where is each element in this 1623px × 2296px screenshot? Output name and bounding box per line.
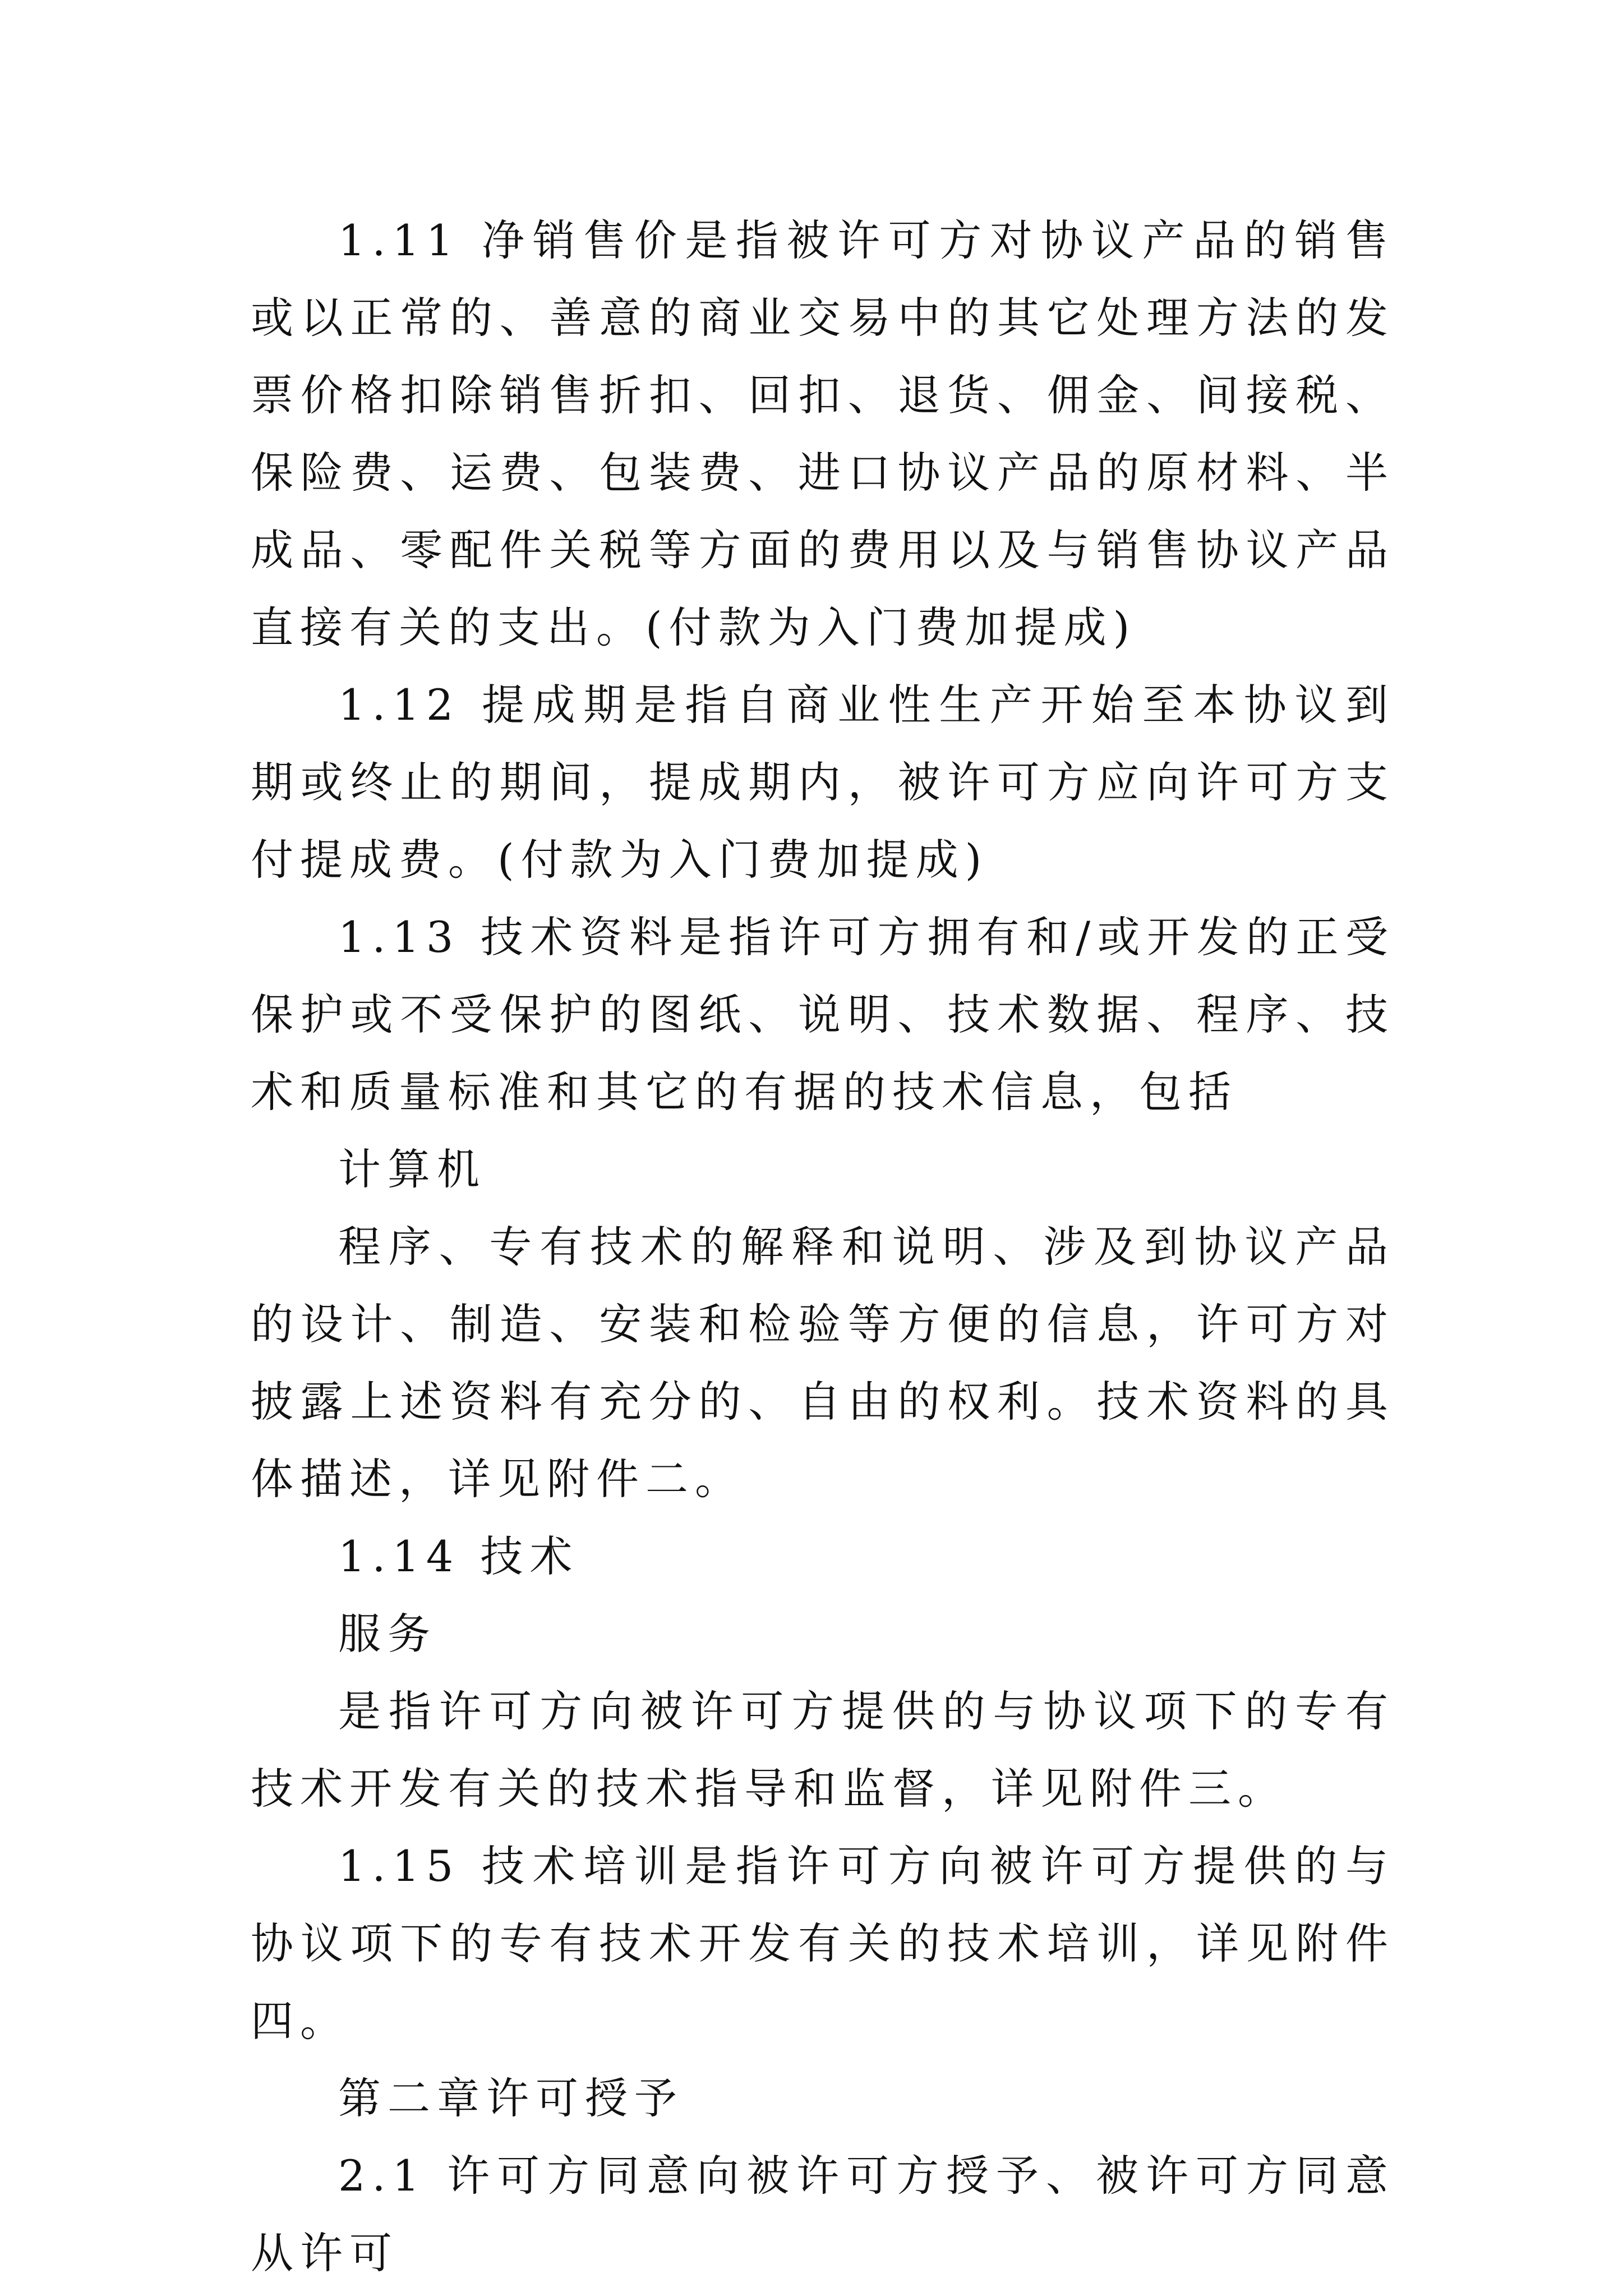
paragraph-1-13: 1.13 技术资料是指许可方拥有和/或开发的正受保护或不受保护的图纸、说明、技术数据、程序、技术和质量标准和其它的有据的技术信息，包括 [251, 912, 1395, 1117]
paragraph-computer: 计算机 [338, 1144, 486, 1194]
document-body [251, 202, 1395, 2292]
paragraph-service-definition: 是指许可方向被许可方提供的与协议项下的专有技术开发有关的技术指导和监督，详见附件三。 [251, 1686, 1395, 1814]
paragraph-service: 服务 [338, 1609, 437, 1659]
paragraph-1-15: 1.15 技术培训是指许可方向被许可方提供的与协议项下的专有技术开发有关的技术培训，详见附件四。 [251, 1841, 1395, 2046]
chapter-2-heading: 第二章许可授予 [338, 2073, 684, 2123]
paragraph-program: 程序、专有技术的解释和说明、涉及到协议产品的设计、制造、安装和检验等方便的信息，许可方对披露上述资料有充分的、自由的权利。技术资料的具体描述，详见附件二。 [251, 1222, 1395, 1504]
paragraph-1-12: 1.12 提成期是指自商业性生产开始至本协议到期或终止的期间，提成期内，被许可方应向许可方支付提成费。(付款为入门费加提成) [251, 680, 1395, 885]
paragraph-1-14: 1.14 技术 [338, 1531, 579, 1581]
paragraph-2-1: 2.1 许可方同意向被许可方授予、被许可方同意从许可 [251, 2151, 1395, 2278]
paragraph-1-11: 1.11 净销售价是指被许可方对协议产品的销售或以正常的、善意的商业交易中的其它处理方法的发票价格扣除销售折扣、回扣、退货、佣金、间接税、保险费、运费、包装费、进口协议产品的原材料、半成品、零配件关税等方面的费用以及与销售协议产品直接有关的支出。(付款为入门费加提成) [251, 215, 1395, 652]
